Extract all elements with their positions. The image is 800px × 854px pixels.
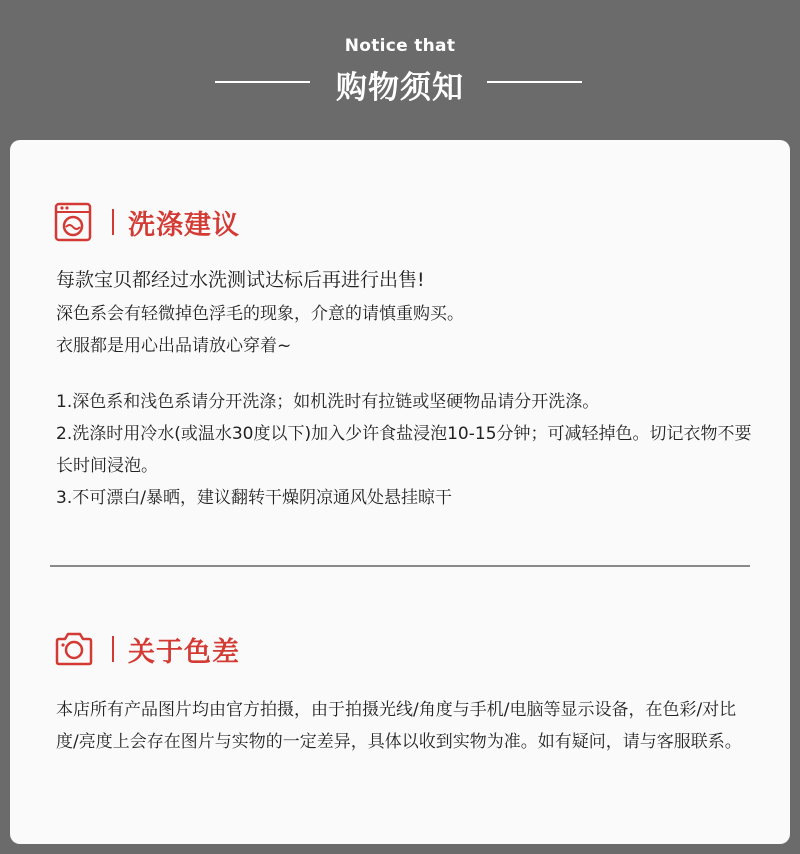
section-washing-header	[54, 200, 240, 244]
washing-lead-text: 每款宝贝都经过水洗测试达标后再进行出售!	[56, 269, 425, 291]
title-divider-bar	[112, 636, 114, 662]
header-subtitle: Notice that	[344, 36, 456, 56]
washing-note-2: 衣服都是用心出品请放心穿着~	[56, 336, 292, 356]
section-color-title: 关于色差	[128, 636, 240, 668]
section-washing-title: 洗涤建议	[128, 209, 240, 241]
camera-icon	[54, 629, 94, 669]
title-divider-bar	[112, 209, 114, 235]
notice-card	[10, 140, 790, 844]
section-color-header	[54, 627, 240, 671]
washing-machine-icon	[54, 202, 94, 242]
section-divider	[50, 565, 750, 567]
washing-rule-3: 3.不可漂白/暴晒，建议翻转干燥阴凉通风处悬挂晾干	[56, 488, 452, 508]
page-header	[0, 0, 800, 140]
washing-rules-list	[56, 386, 756, 514]
header-rule-right	[487, 81, 582, 83]
washing-note-1: 深色系会有轻微掉色浮毛的现象，介意的请慎重购买。	[56, 304, 464, 324]
color-difference-text: 本店所有产品图片均由官方拍摄，由于拍摄光线/角度与手机/电脑等显示设备，在色彩/对比度/亮度上会存在图片与实物的一定差异，具体以收到实物为准。如有疑问，请与客服联系。	[56, 700, 742, 752]
washing-rule-1: 1.深色系和浅色系请分开洗涤；如机洗时有拉链或坚硬物品请分开洗涤。	[56, 392, 600, 412]
header-title: 购物须知	[336, 70, 464, 106]
washing-rule-2: 2.洗涤时用冷水(或温水30度以下)加入少许食盐浸泡10-15分钟；可减轻掉色。切记衣物不要长时间浸泡。	[56, 424, 752, 476]
